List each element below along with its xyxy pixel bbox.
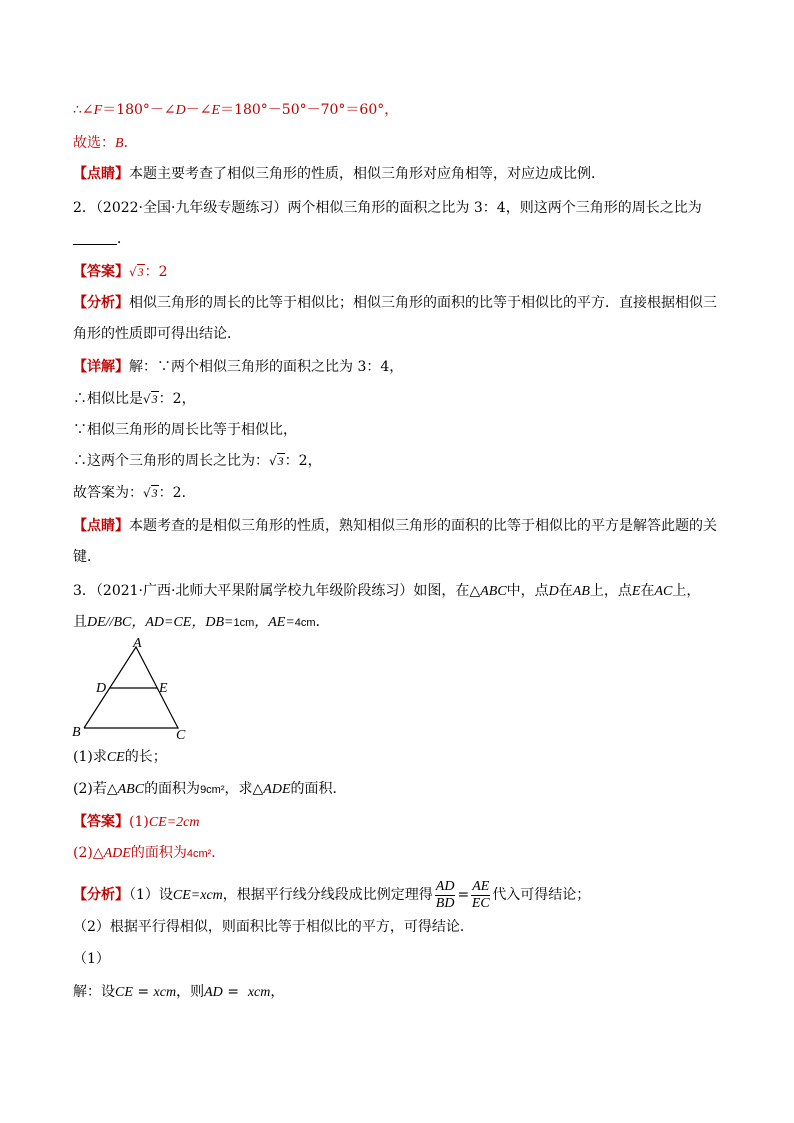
text: 故选：	[73, 135, 115, 151]
text: ，则	[176, 984, 205, 1000]
answer-tag: 【答案】	[73, 814, 129, 830]
var-ce: CE	[106, 750, 125, 765]
text: （2）根据平行得相似，则面积比等于相似比的平方，可得结论．	[73, 919, 474, 935]
text: 的面积．	[290, 781, 347, 797]
text: =	[132, 984, 154, 1000]
triangle-symbol: △	[469, 583, 481, 599]
text: 本题考查的是相似三角形的性质，熟知相似三角形的面积的比等于相似比的平方是解答此题的关	[129, 518, 717, 534]
text: ，AE=	[254, 615, 295, 630]
radicand: 3	[151, 392, 158, 406]
var-ab: AB	[572, 584, 590, 599]
var-abc: ABC	[480, 584, 507, 599]
sqrt-symbol: √3	[143, 486, 158, 500]
text: ＝180°－50°－70°＝60°，	[220, 102, 399, 118]
q2-detail-3	[73, 420, 297, 440]
q2-blank-line	[73, 229, 131, 249]
text: ：2	[144, 264, 168, 280]
text: 代入可得结论；	[492, 887, 591, 903]
comment-text: 本题主要考查了相似三角形的性质，相似三角形对应角相等，对应边成比例．	[129, 166, 605, 182]
q3-analysis-1	[73, 877, 590, 913]
numerator: AE	[472, 878, 490, 894]
answer-ce: CE=2cm	[148, 815, 200, 830]
line-choice	[73, 133, 138, 154]
answer-blank	[73, 230, 117, 245]
comment-tag: 【点睛】	[73, 518, 129, 534]
text: ∵相似三角形的周长比等于相似比，	[73, 422, 297, 438]
q3-stem-2	[73, 612, 330, 633]
q2-analysis-1	[73, 293, 717, 313]
text: ：2．	[158, 485, 196, 501]
text: 角形的性质即可得出结论．	[73, 326, 241, 342]
answer-area: 4cm²	[186, 848, 212, 860]
text: (1)求	[73, 749, 107, 765]
q3-answer-2	[73, 843, 225, 864]
q2-detail-2	[73, 389, 196, 409]
q3-answer-1	[73, 812, 200, 833]
text: 在	[558, 583, 573, 599]
text: （1）	[73, 951, 110, 967]
text: ：2，	[158, 391, 196, 407]
var-e: E	[211, 103, 221, 118]
radicand: 3	[151, 486, 158, 500]
text: ∴∠	[73, 102, 94, 118]
fraction-ae-ec	[471, 879, 490, 912]
var-d: D	[548, 584, 559, 599]
text: 上，点	[589, 583, 632, 599]
triangle-figure	[66, 636, 192, 744]
radicand: 3	[277, 454, 284, 468]
text: ．	[211, 845, 226, 861]
analysis-tag: 【分析】	[73, 887, 129, 903]
q2-detail-4	[73, 451, 322, 471]
text: ＝180°－∠	[102, 102, 176, 118]
area-abc: 9cm²	[200, 784, 225, 796]
label-d: D	[96, 681, 107, 696]
text: 3．（2021·广西·北师大平果附属学校九年级阶段练习）如图，在	[73, 583, 470, 599]
text: ∴相似比是	[73, 391, 143, 407]
var-ce: CE	[115, 985, 133, 1000]
label-e: E	[159, 681, 168, 696]
text: (2)若△	[73, 781, 118, 797]
sqrt-symbol: √3	[269, 454, 284, 468]
text: ，	[270, 984, 285, 1000]
var-abc: ABC	[117, 782, 145, 797]
assumption: CE=xcm	[172, 888, 223, 903]
q2-stem	[73, 198, 702, 218]
text: 解：∵两个相似三角形的面积之比为 3：4，	[129, 359, 404, 375]
comment-tag: 【点睛】	[73, 166, 129, 182]
text: ∴这两个三角形的周长之比为：	[73, 453, 269, 469]
var-b: B	[115, 136, 124, 151]
radicand: 3	[137, 265, 144, 279]
length-db: 1cm	[233, 617, 255, 629]
text: 故答案为：	[73, 485, 143, 501]
text: 解：设	[73, 984, 115, 1000]
length-ae: 4cm	[294, 617, 316, 629]
text: 键．	[73, 549, 101, 565]
label-b: B	[72, 725, 81, 740]
var-ad: AD	[204, 985, 223, 1000]
text: ，求△	[224, 781, 264, 797]
line-angle-f	[73, 100, 398, 121]
q3-part2	[73, 779, 347, 800]
equals-sign: =	[457, 887, 470, 903]
q2-answer	[73, 262, 168, 282]
var-f: F	[93, 103, 103, 118]
text: 上，	[672, 583, 701, 599]
text: 的面积为	[144, 781, 201, 797]
text: ．	[123, 135, 138, 151]
q2-detail-1	[73, 357, 403, 377]
q3-part1	[73, 747, 167, 768]
var-xcm: xcm	[247, 985, 271, 1000]
text: ．	[117, 231, 131, 247]
sqrt-symbol: √3	[143, 392, 158, 406]
q2-detail-5	[73, 483, 196, 503]
text: (1)	[129, 814, 149, 830]
text: ：2，	[284, 453, 322, 469]
q3-stem-1	[73, 581, 700, 602]
text: =	[222, 984, 248, 1000]
text: －∠	[185, 102, 212, 118]
text: 的面积为	[130, 845, 187, 861]
q2-comment-2	[73, 547, 101, 567]
text: 相似三角形的周长的比等于相似比；相似三角形的面积的比等于相似比的平方．直接根据相似三	[129, 295, 717, 311]
q3-solution	[73, 982, 284, 1003]
text: 的长；	[124, 749, 167, 765]
detail-tag: 【详解】	[73, 359, 129, 375]
label-c: C	[176, 728, 186, 743]
text: 在	[640, 583, 655, 599]
numerator: AD	[435, 878, 455, 894]
text: 且	[73, 614, 87, 630]
var-e: E	[631, 584, 641, 599]
text: ，根据平行线分线段成比例定理得	[222, 887, 433, 903]
var-d: D	[175, 103, 186, 118]
var-ade: ADE	[103, 846, 131, 861]
fraction-ad-bd	[435, 879, 456, 912]
text: (2)△	[73, 845, 104, 861]
denominator: BD	[435, 895, 455, 911]
q2-comment-1	[73, 516, 717, 536]
analysis-tag: 【分析】	[73, 295, 129, 311]
var-ac: AC	[654, 584, 673, 599]
text: （1）设	[129, 887, 173, 903]
answer-tag: 【答案】	[73, 264, 129, 280]
q3-analysis-2	[73, 917, 474, 937]
text: 中，点	[506, 583, 549, 599]
conditions: DE//BC，AD=CE，DB=	[87, 615, 234, 630]
q3-sub1	[73, 949, 110, 969]
denominator: EC	[471, 895, 490, 911]
text: ．	[315, 614, 330, 630]
var-xcm: xcm	[153, 985, 177, 1000]
q2-stem-text: 2．（2022·全国·九年级专题练习）两个相似三角形的面积之比为 3：4，则这两个三角形的周长之比为	[73, 200, 702, 216]
comment-1	[73, 164, 605, 184]
label-a: A	[133, 636, 142, 651]
var-ade: ADE	[263, 782, 291, 797]
sqrt-symbol: √3	[129, 265, 144, 279]
q2-analysis-2	[73, 324, 241, 344]
